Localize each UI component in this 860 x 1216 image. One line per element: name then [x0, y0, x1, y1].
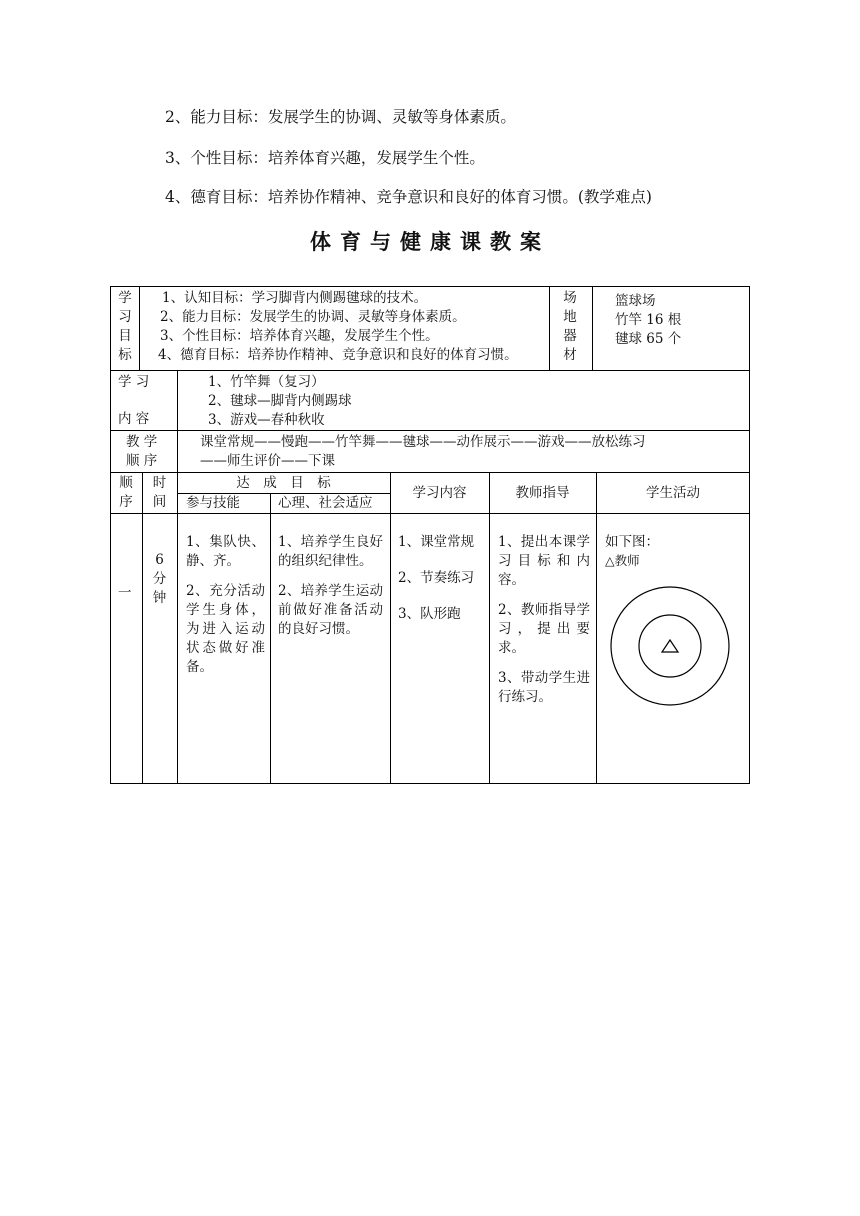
outer-circle — [611, 587, 729, 705]
content-list — [208, 373, 352, 430]
intro-line-moral: 4、德育目标：培养协作精神、竞争意识和良好的体育习惯。(教学难点) — [165, 188, 652, 206]
student-caption: 如下图： — [605, 534, 659, 550]
page-title: 体育与健康课教案 — [310, 230, 550, 254]
goals-list — [146, 289, 518, 365]
learn-item: 1、课堂常规 — [398, 534, 475, 550]
formation-diagram-circles — [608, 584, 732, 708]
venue-court: 篮球场 — [615, 293, 656, 309]
row-psych — [278, 533, 383, 639]
goal-moral: 4、德育目标：培养协作精神、竞争意识和良好的体育习惯。 — [158, 347, 518, 363]
table-rule — [177, 370, 178, 472]
table-rule — [390, 472, 391, 784]
header-goal-group: 达 成 目 标 — [236, 475, 331, 491]
header-time: 时 间 — [152, 475, 167, 510]
header-skill: 参与技能 — [186, 495, 240, 511]
intro-line-ability: 2、能力目标：发展学生的协调、灵敏等身体素质。 — [165, 108, 516, 126]
row-teacher — [498, 533, 590, 707]
venue-label: 场 地 器 材 — [563, 290, 577, 363]
goals-label: 学 习 目 标 — [118, 290, 132, 363]
learn-item: 3、队形跑 — [398, 606, 461, 622]
table-rule — [177, 472, 178, 784]
row-learn — [398, 533, 474, 624]
teacher-item: 2、教师指导学习，提出要求。 — [498, 602, 590, 656]
header-learn: 学习内容 — [412, 485, 467, 501]
content-item: 1、竹竿舞（复习） — [208, 374, 325, 390]
header-seq: 顺 序 — [119, 475, 133, 510]
inner-circle — [639, 615, 701, 677]
header-student: 学生活动 — [646, 485, 700, 501]
order-sequence-line-2: ——师生评价——下课 — [200, 453, 335, 469]
learn-item: 2、节奏练习 — [398, 570, 475, 586]
teacher-triangle-icon — [662, 640, 678, 652]
psych-item: 2、培养学生运动前做好准备活动的良好习惯。 — [278, 583, 383, 637]
table-rule — [270, 493, 271, 784]
goal-personality: 3、个性目标：培养体育兴趣，发展学生个性。 — [160, 328, 439, 344]
order-label-bottom: 顺 序 — [126, 453, 158, 469]
row-skill — [186, 533, 265, 677]
venue-shuttlecocks: 毽球 65 个 — [615, 331, 682, 347]
teacher-item: 1、提出本课学习目标和内容。 — [498, 534, 590, 588]
header-psych: 心理、社会适应 — [278, 495, 373, 511]
content-label-bottom: 内 容 — [118, 411, 150, 427]
venue-poles: 竹竿 16 根 — [615, 312, 682, 328]
skill-item: 2、充分活动学生身体，为进入运动状态做好准备。 — [186, 583, 265, 675]
formation-diagram — [498, 305, 750, 557]
row-time: 6 分 钟 — [152, 552, 167, 606]
header-teacher: 教师指导 — [515, 485, 570, 501]
order-sequence-line-1: 课堂常规——慢跑——竹竿舞——毽球——动作展示——游戏——放松练习 — [200, 434, 646, 450]
table-rule — [139, 286, 140, 370]
teacher-item: 3、带动学生进行练习。 — [498, 670, 590, 705]
content-label-top: 学 习 — [118, 374, 150, 390]
goal-cognitive: 1、认知目标：学习脚背内侧踢毽球的技术。 — [162, 290, 428, 306]
table-rule — [142, 472, 143, 784]
content-item: 2、毽球—脚背内侧踢球 — [208, 393, 352, 409]
content-item: 3、游戏—春种秋收 — [208, 412, 325, 428]
skill-item: 1、集队快、静、齐。 — [186, 534, 265, 569]
psych-item: 1、培养学生良好的组织纪律性。 — [278, 534, 383, 569]
intro-line-personality: 3、个性目标：培养体育兴趣，发展学生个性。 — [165, 149, 485, 167]
row-seq: 一 — [118, 585, 132, 601]
table-rule — [489, 472, 490, 784]
goal-ability: 2、能力目标：发展学生的协调、灵敏等身体素质。 — [160, 309, 466, 325]
student-legend: △教师 — [605, 553, 640, 568]
order-label-top: 教 学 — [126, 434, 158, 450]
